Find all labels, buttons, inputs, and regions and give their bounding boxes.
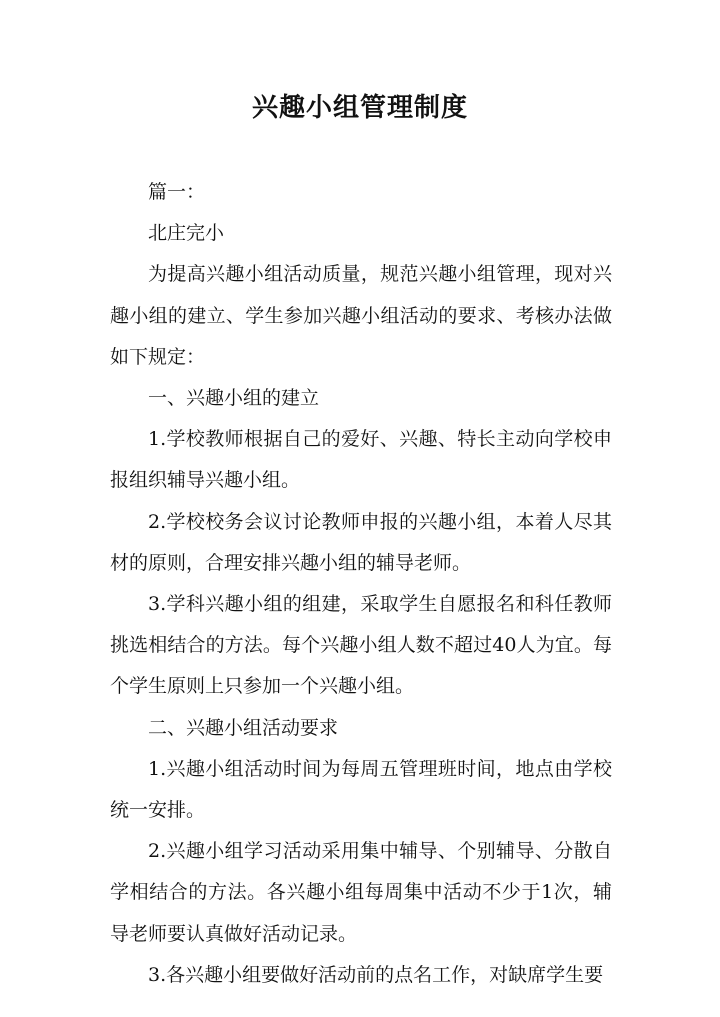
paragraph-school-name: 北庄完小	[148, 222, 225, 245]
section-heading-establishment: 一、兴趣小组的建立	[148, 387, 320, 410]
paragraph-activity-1: 1.兴趣小组活动时间为每周五管理班时间，地点由学校统一安排。	[110, 757, 612, 822]
paragraph-activity-2: 2.兴趣小组学习活动采用集中辅导、个别辅导、分散自学相结合的方法。各兴趣小组每周集中活动不少于1次，辅导老师要认真做好活动记录。	[110, 840, 612, 945]
paragraph-establishment-1: 1.学校教师根据自己的爱好、兴趣、特长主动向学校申报组织辅导兴趣小组。	[110, 428, 612, 492]
document-body	[110, 172, 612, 996]
paragraph-establishment-2: 2.学校校务会议讨论教师申报的兴趣小组，本着人尽其材的原则，合理安排兴趣小组的辅导老师。	[110, 510, 612, 574]
document-title: 兴趣小组管理制度	[251, 93, 468, 123]
paragraph-activity-3: 3.各兴趣小组要做好活动前的点名工作，对缺席学生要	[148, 963, 604, 986]
paragraph-establishment-3: 3.学科兴趣小组的组建，采取学生自愿报名和科任教师挑选相结合的方法。每个兴趣小组人数不超过40人为宜。每个学生原则上只参加一个兴趣小组。	[110, 593, 612, 698]
paragraph-intro: 为提高兴趣小组活动质量，规范兴趣小组管理，现对兴趣小组的建立、学生参加兴趣小组活动的要求、考核办法做如下规定：	[110, 263, 612, 368]
paragraph-heading-part-one: 篇一：	[148, 181, 206, 203]
section-heading-activity-requirements: 二、兴趣小组活动要求	[148, 716, 339, 739]
